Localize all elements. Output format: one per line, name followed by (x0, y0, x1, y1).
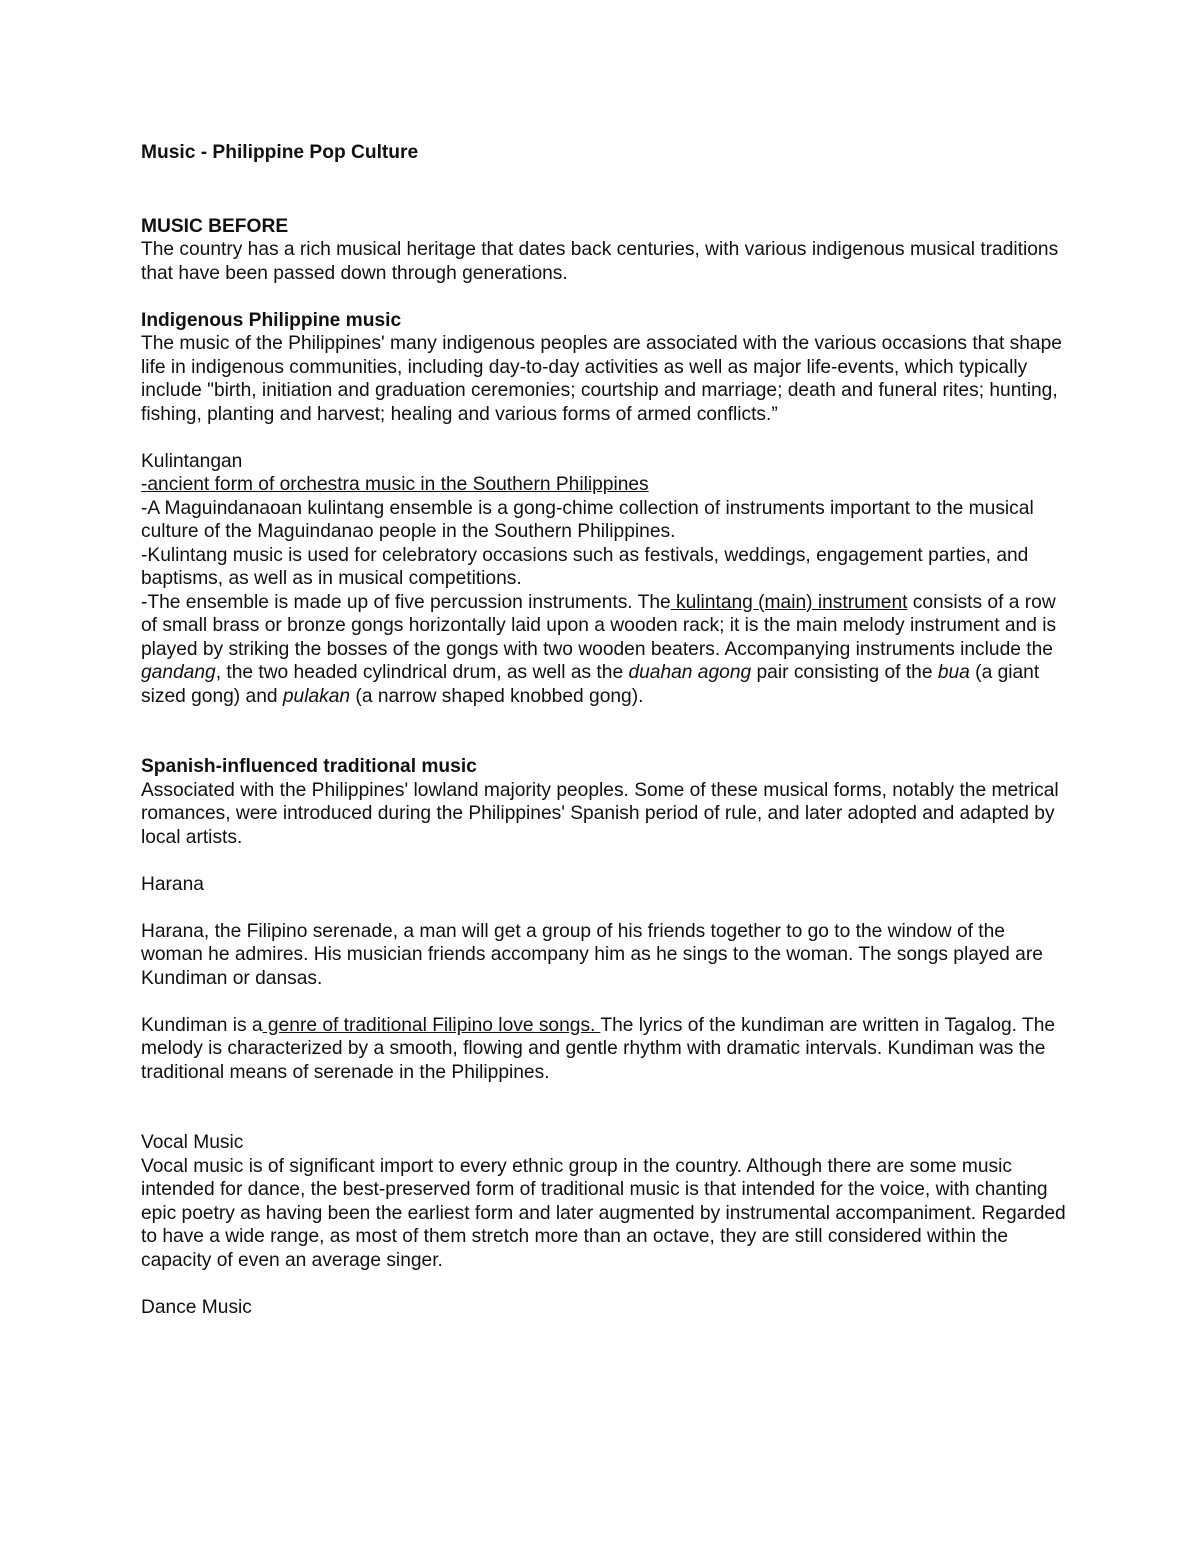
section-heading-spanish: Spanish-influenced traditional music (141, 756, 477, 777)
kulintangan-line-4-c: , the two headed cylindrical drum, as well as the (215, 662, 629, 683)
kundiman-a: Kundiman is a (141, 1014, 263, 1036)
subheading-harana: Harana (141, 873, 204, 895)
section-body-spanish: Associated with the Philippines' lowland majority peoples. Some of these musical forms, notably the metrical romances, were introduced during the Philippines' Spanish period of rule, and later adopted and adapted by local artists. (141, 779, 1059, 848)
harana-body: Harana, the Filipino serenade, a man will get a group of his friends together to go to the window of the woman he admires. His musician friends accompany him as he sings to the woman. The songs played are Kundiman or dansas. (141, 920, 1043, 989)
kulintangan-line-4-a: -The ensemble is made up of five percussion instruments. The (141, 591, 671, 613)
document-title: Music - Philippine Pop Culture (141, 142, 419, 163)
kundiman-genre: genre of traditional Filipino love songs. (262, 1014, 601, 1036)
kulintang-main-instrument: kulintang (main) instrument (670, 591, 908, 613)
section-heading-indigenous: Indigenous Philippine music (141, 309, 402, 331)
section-body-indigenous: The music of the Philippines' many indigenous peoples are associated with the various occasions that shape life in indigenous communities, including day-to-day activities as well as major life-events, which typically include "birth, initiation and graduation ceremonies; courtship and marriage; death and funeral rites; hunting, fishing, planting and harvest; healing and various forms of armed conflicts.” (141, 333, 1062, 425)
subheading-kulintangan: Kulintangan (141, 450, 243, 472)
kulintangan-line-4-d: pair consisting of the (751, 662, 938, 683)
kulintangan-line-4-f: (a narrow shaped knobbed gong). (350, 685, 644, 707)
term-duahan-agong: duahan agong (628, 662, 752, 683)
term-pulakan: pulakan (282, 685, 351, 707)
vocal-music-body: Vocal music is of significant import to every ethnic group in the country. Although there are some music intended for dance, the best-preserved form of traditional music is that intended for the voice, with chanting epic poetry as having been the earliest form and later augmented by instrumental accompaniment. Regarded to have a wide range, as most of them stretch more than an octave, they are still considered within the capacity of even an average singer. (141, 1155, 1066, 1271)
section-body-music-before: The country has a rich musical heritage that dates back centuries, with various indigenous musical traditions that have been passed down through generations. (141, 239, 1059, 284)
kulintangan-line-1: -ancient form of orchestra music in the Southern Philippines (141, 474, 649, 495)
kundiman-b: The lyrics of the kundiman are written in Tagalog. The melody is characterized by a smooth, flowing and gentle rhythm with dramatic intervals. Kundiman was the traditional means of serenade in the Philippines. (141, 1014, 1056, 1083)
kundiman-body (141, 1014, 1071, 1085)
kulintangan-line-3: -Kulintang music is used for celebratory occasions such as festivals, weddings, engagement parties, and baptisms, as well as in musical competitions. (141, 544, 1029, 589)
subheading-vocal-music: Vocal Music (141, 1132, 244, 1153)
section-heading-music-before: MUSIC BEFORE (141, 215, 289, 237)
subheading-dance-music: Dance Music (141, 1296, 252, 1318)
kulintangan-line-2: -A Maguindanaoan kulintang ensemble is a gong-chime collection of instruments important to the musical culture of the Maguindanao people in the Southern Philippines. (141, 497, 1034, 542)
kulintangan-line-4 (141, 591, 1071, 709)
kulintangan-line-4-b: consists of a row of small brass or bronze gongs horizontally laid upon a wooden rack; it is the main melody instrument and is played by striking the bosses of the gongs with two wooden beaters. Accompanying instruments include the (141, 591, 1057, 660)
term-gandang: gandang (141, 662, 216, 683)
document-page (141, 141, 1071, 1319)
term-bua: bua (937, 662, 970, 683)
kulintangan-line-4-e: (a giant sized gong) and (141, 662, 1040, 707)
